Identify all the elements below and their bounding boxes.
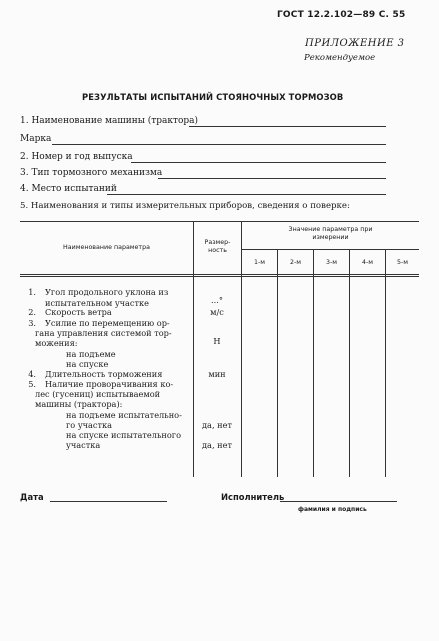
results-table — [20, 221, 419, 477]
row-number: 4. — [28, 369, 36, 379]
row-text: Наличие проворачивания ко- — [45, 379, 174, 389]
row-text: Усилие по перемещению ор- — [45, 318, 170, 328]
field-instruments-label: 5. Наименования и типы измерительных приборов, сведения о поверке: — [20, 201, 350, 211]
header-measurement-2: 2-м — [289, 259, 302, 266]
row-number: 2. — [28, 307, 36, 317]
row-unit: м/с — [210, 307, 224, 317]
row-unit: Н — [213, 336, 221, 346]
row-text: го участка — [66, 420, 113, 430]
header-measurement-5: 5-м — [396, 259, 409, 266]
row-text: испытательном участке — [45, 298, 150, 308]
row-unit: ...° — [211, 295, 223, 305]
table-col-divider — [349, 249, 350, 477]
row-text: участка — [66, 440, 101, 450]
document-title: РЕЗУЛЬТАТЫ ИСПЫТАНИЙ СТОЯНОЧНЫХ ТОРМОЗОВ — [82, 92, 344, 102]
table-header-bottom-border — [20, 274, 419, 275]
table-top-border — [20, 221, 419, 222]
header-values-line2: измерении — [312, 234, 349, 241]
table-col-divider — [193, 221, 194, 477]
row-text: гана управления системой тор- — [35, 328, 172, 338]
row-unit: мин — [208, 369, 226, 379]
row-text: на спуске испытательного — [66, 430, 182, 440]
executor-line[interactable] — [280, 501, 397, 502]
row-unit: да, нет — [202, 440, 232, 450]
header-values-line1: Значение параметра при — [288, 226, 373, 233]
row-text: на спуске — [66, 359, 109, 369]
field-number-year-label: 2. Номер и год выпуска — [20, 152, 133, 162]
field-machine-name-line[interactable] — [189, 126, 386, 127]
row-text: машины (трактора): — [35, 399, 123, 409]
field-test-site-line[interactable] — [107, 194, 386, 195]
header-measurement-3: 3-м — [325, 259, 338, 266]
table-header-bottom-border-double — [20, 276, 419, 277]
table-col-divider — [313, 249, 314, 477]
executor-label: Исполнитель — [221, 492, 285, 502]
row-text: лес (гусениц) испытываемой — [35, 389, 161, 399]
row-unit: да, нет — [202, 420, 232, 430]
row-text: на подъеме — [66, 349, 116, 359]
header-unit-line1: Размер- — [204, 239, 231, 246]
field-brand-line[interactable] — [52, 144, 386, 145]
recommended-label: Рекомендуемое — [304, 53, 376, 63]
row-text: на подъеме испытательно- — [66, 410, 182, 420]
row-text: можения: — [35, 338, 78, 348]
header-parameter-name: Наименование параметра — [63, 244, 150, 251]
table-col-divider — [385, 249, 386, 477]
field-brand-label: Марка — [20, 134, 52, 144]
header-measurement-1: 1-м — [253, 259, 266, 266]
date-label: Дата — [20, 492, 44, 502]
table-values-subheader-line — [241, 249, 419, 250]
appendix-label: ПРИЛОЖЕНИЕ 3 — [305, 38, 405, 49]
field-brake-type-line[interactable] — [158, 178, 386, 179]
row-text: Длительность торможения — [45, 369, 163, 379]
row-number: 5. — [28, 379, 36, 389]
header-measurement-4: 4-м — [361, 259, 374, 266]
row-text: Скорость ветра — [45, 307, 112, 317]
header-unit-line2: ность — [208, 247, 227, 254]
executor-caption: фамилия и подпись — [298, 506, 367, 513]
field-test-site-label: 4. Место испытаний — [20, 184, 117, 194]
row-text: Угол продольного уклона из — [45, 287, 169, 297]
field-machine-name-label: 1. Наименование машины (трактора) — [20, 116, 199, 126]
table-col-divider — [277, 249, 278, 477]
field-brake-type-label: 3. Тип тормозного механизма — [20, 168, 163, 178]
row-number: 3. — [28, 318, 36, 328]
row-number: 1. — [28, 287, 36, 297]
document-header: ГОСТ 12.2.102—89 С. 55 — [277, 10, 406, 20]
date-line[interactable] — [50, 501, 167, 502]
field-number-year-line[interactable] — [131, 162, 386, 163]
